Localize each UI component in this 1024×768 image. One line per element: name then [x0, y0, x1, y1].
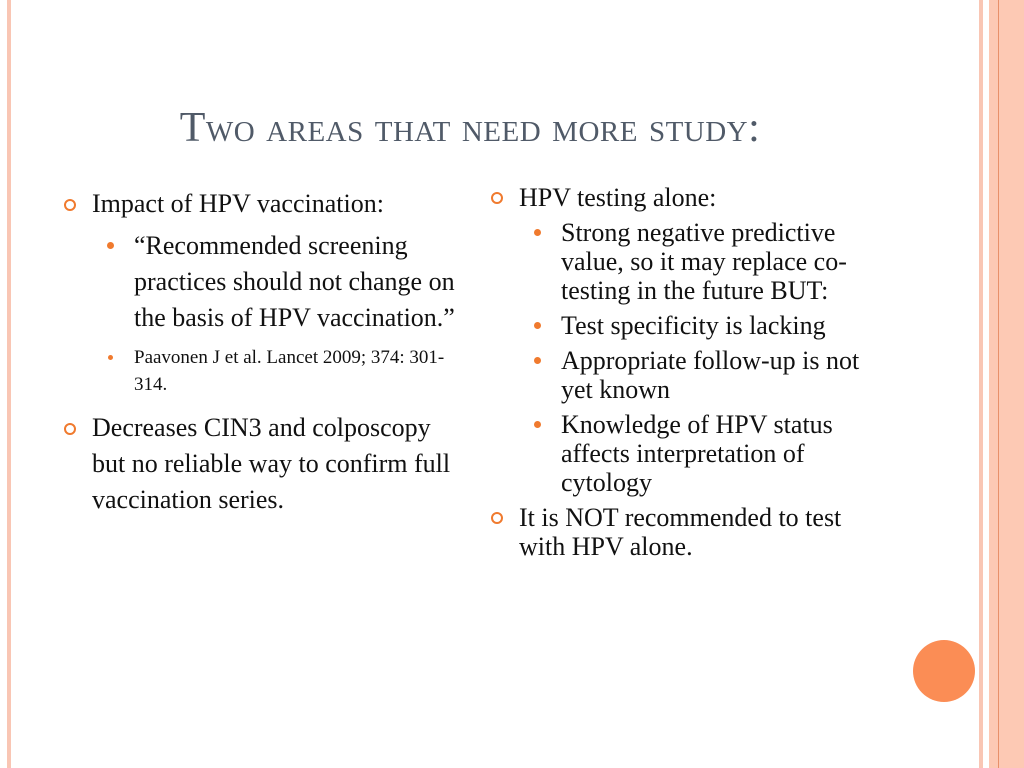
sub-bullet-item — [561, 311, 889, 340]
sub-bullet-item — [561, 346, 889, 404]
sub-bullet-item — [561, 410, 889, 497]
dot-bullet-icon — [534, 357, 541, 364]
dot-bullet-icon — [534, 322, 541, 329]
dot-bullet-icon — [107, 242, 114, 249]
bullet-text: HPV testing alone: — [519, 183, 717, 212]
right-border-line — [998, 0, 999, 768]
slide-title: Two areas that need more study: — [179, 105, 761, 151]
bullet-item — [519, 503, 889, 561]
decorative-orange-circle — [913, 640, 975, 702]
dot-bullet-icon — [534, 229, 541, 236]
left-column — [92, 186, 457, 518]
citation-item — [134, 344, 457, 398]
citation-text: Paavonen J et al. Lancet 2009; 374: 301-314. — [134, 347, 445, 395]
ring-bullet-icon — [64, 199, 76, 211]
sub-bullet-item — [134, 228, 457, 336]
right-border-band — [989, 0, 1024, 768]
ring-bullet-icon — [491, 512, 503, 524]
dot-bullet-icon — [108, 355, 113, 360]
bullet-item — [519, 183, 889, 212]
sub-bullet-text: Strong negative predictive value, so it may replace co-testing in the future BUT: — [561, 218, 847, 305]
right-border-stripe-thin — [979, 0, 983, 768]
bullet-text: Decreases CIN3 and colposcopy but no reliable way to confirm full vaccination series. — [92, 413, 451, 514]
bullet-item — [92, 186, 457, 222]
sub-bullet-item — [561, 218, 889, 305]
ring-bullet-icon — [491, 192, 503, 204]
right-column — [519, 183, 889, 561]
sub-bullet-text: Knowledge of HPV status affects interpretation of cytology — [561, 410, 833, 497]
bullet-text: It is NOT recommended to test with HPV alone. — [519, 503, 842, 561]
bullet-text: Impact of HPV vaccination: — [92, 189, 384, 218]
sub-bullet-text: Test specificity is lacking — [561, 311, 826, 340]
dot-bullet-icon — [534, 421, 541, 428]
bullet-item — [92, 410, 457, 518]
ring-bullet-icon — [64, 423, 76, 435]
sub-bullet-text: Appropriate follow-up is not yet known — [561, 346, 860, 404]
quote-text: “Recommended screening practices should not change on the basis of HPV vaccination.” — [134, 231, 455, 332]
